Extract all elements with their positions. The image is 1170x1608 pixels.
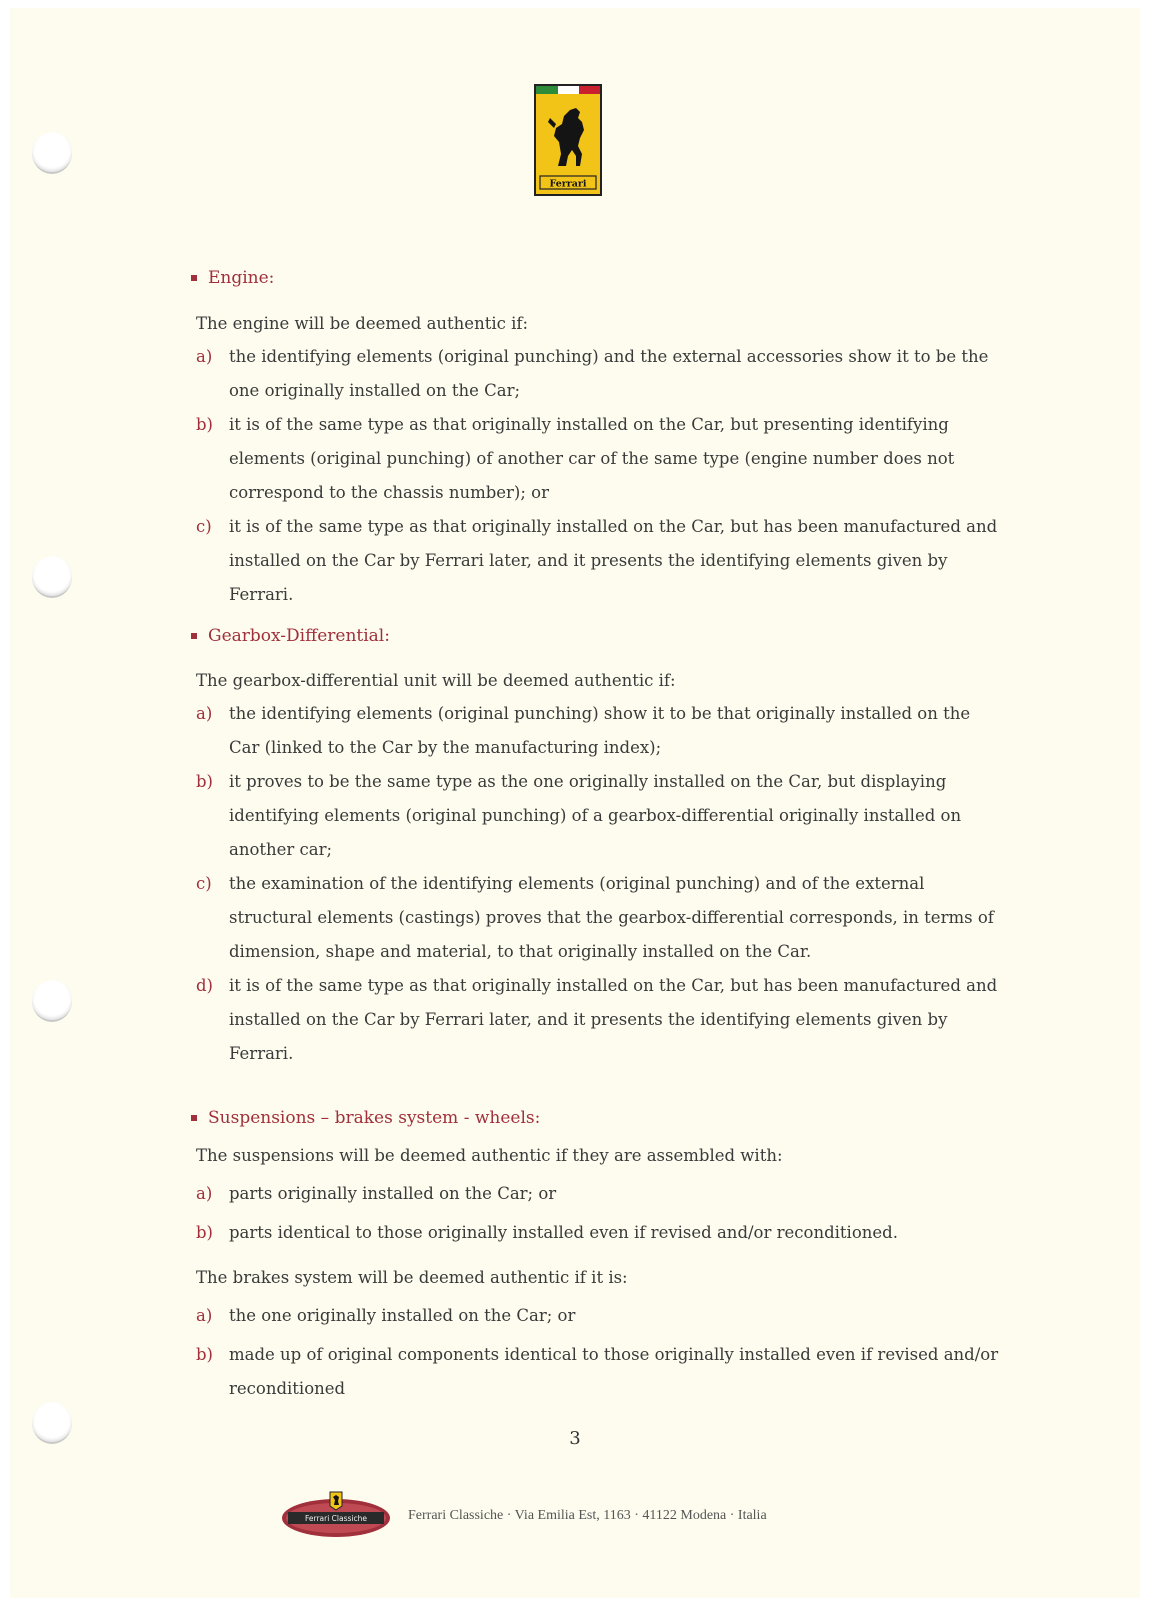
list-item-letter: a) — [196, 1184, 213, 1203]
list-item-letter: a) — [196, 347, 213, 366]
list-item-text: the identifying elements (original punching) and the external accessories show it to be the one originally installed on the Car; — [229, 347, 989, 400]
section-heading — [188, 268, 274, 288]
intro-paragraph: The gearbox-differential unit will be deemed authentic if: — [196, 671, 676, 690]
section-heading-text: Gearbox-Differential: — [208, 626, 390, 646]
footer — [280, 1486, 880, 1546]
badge-text: Ferrari Classiche — [304, 1514, 368, 1523]
intro-paragraph: The engine will be deemed authentic if: — [196, 314, 529, 333]
list-item — [196, 969, 999, 1071]
list-item-letter: b) — [196, 772, 213, 791]
list-item-letter: b) — [196, 1345, 213, 1364]
list-item-letter: a) — [196, 1306, 213, 1325]
document-page — [10, 8, 1140, 1598]
list-item-letter: c) — [196, 874, 212, 893]
list-item-text: parts originally installed on the Car; or — [229, 1184, 557, 1203]
section-heading-text: Engine: — [208, 268, 275, 288]
list-item-text: it proves to be the same type as the one originally installed on the Car, but displaying identifying elements (original punching) of a gearbox-differential originally installed on another car; — [229, 772, 962, 859]
list-item-text: parts identical to those originally installed even if revised and/or reconditioned. — [229, 1223, 898, 1242]
list-item-text: the examination of the identifying elements (original punching) and of the external structural elements (castings) proves that the gearbox-differential corresponds, in terms of dimension, shape and material, to that originally installed on the Car. — [229, 874, 994, 961]
logo-text: Ferrari — [549, 178, 587, 190]
page-number: 3 — [569, 1428, 581, 1449]
list-item — [196, 1299, 999, 1333]
list-item-text: it is of the same type as that originally installed on the Car, but has been manufactured and installed on the Car by Ferrari later, and it presents the identifying elements given by Ferrari. — [229, 976, 998, 1063]
list-item — [196, 340, 999, 408]
list-item — [196, 697, 999, 765]
intro-paragraph: The brakes system will be deemed authentic if it is: — [196, 1268, 628, 1287]
list-item-letter: a) — [196, 704, 213, 723]
list-item-text: it is of the same type as that originally installed on the Car, but has been manufactured and installed on the Car by Ferrari later, and it presents the identifying elements given by Ferrari. — [229, 517, 998, 604]
list-item — [196, 867, 999, 969]
list-item-letter: d) — [196, 976, 213, 995]
list-item — [196, 1338, 999, 1406]
intro-paragraph: The suspensions will be deemed authentic if they are assembled with: — [196, 1146, 783, 1165]
section-heading — [188, 626, 390, 646]
bullet-square-icon — [191, 275, 197, 281]
footer-address: Ferrari Classiche · Via Emilia Est, 1163 · 41122 Modena · Italia — [408, 1508, 767, 1523]
list-item — [196, 1216, 999, 1250]
section-heading-text: Suspensions – brakes system - wheels: — [208, 1108, 541, 1128]
list-item — [196, 765, 999, 867]
list-item-letter: b) — [196, 415, 213, 434]
list-item — [196, 1177, 999, 1211]
list-item-text: it is of the same type as that originally installed on the Car, but presenting identifying elements (original punching) of another car of the same type (engine number does not correspond to the chassis number); or — [229, 415, 955, 502]
bullet-square-icon — [191, 633, 197, 639]
list-item — [196, 408, 999, 510]
punch-hole — [32, 132, 72, 174]
punch-hole — [32, 980, 72, 1022]
list-item-text: made up of original components identical to those originally installed even if revised and/or reconditioned — [229, 1345, 999, 1398]
section-heading — [188, 1108, 540, 1128]
ferrari-classiche-badge — [280, 1488, 392, 1544]
list-item — [196, 510, 999, 612]
list-item-letter: c) — [196, 517, 212, 536]
punch-hole — [32, 556, 72, 598]
list-item-text: the one originally installed on the Car; or — [229, 1306, 576, 1325]
list-item-text: the identifying elements (original punching) show it to be that originally installed on the Car (linked to the Car by the manufacturing index); — [229, 704, 971, 757]
bullet-square-icon — [191, 1115, 197, 1121]
list-item-letter: b) — [196, 1223, 213, 1242]
ferrari-shield-logo — [534, 84, 602, 196]
